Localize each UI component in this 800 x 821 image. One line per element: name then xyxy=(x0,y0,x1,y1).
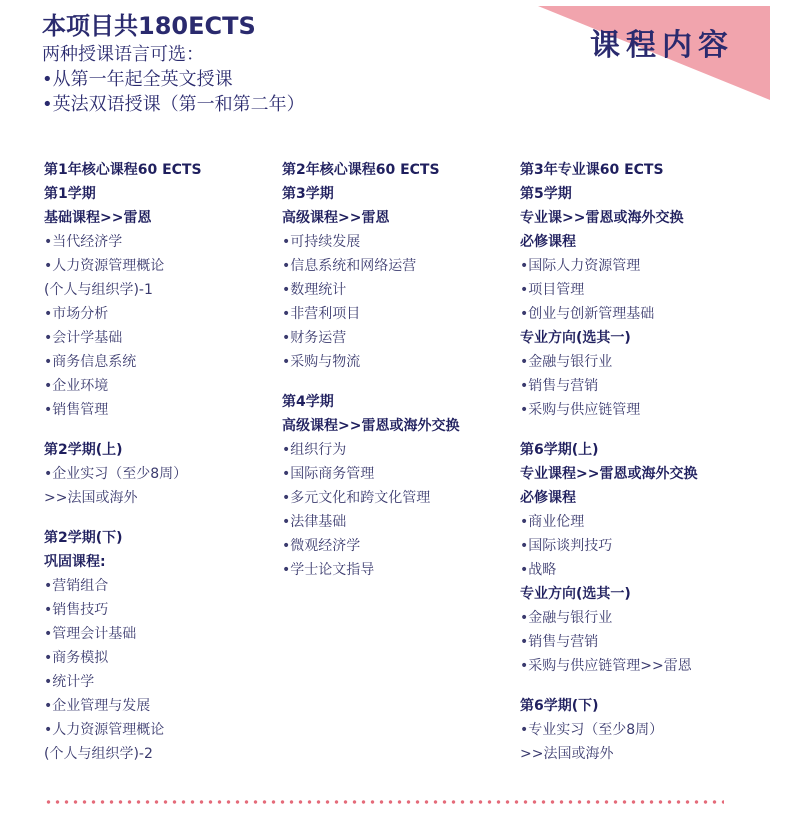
course-item: •采购与物流 xyxy=(282,354,361,370)
course-item: •人力资源管理概论 xyxy=(44,722,165,738)
course-item: •企业管理与发展 xyxy=(44,698,151,714)
course-item: •企业实习（至少8周） xyxy=(44,466,188,482)
course-item: •金融与银行业 xyxy=(520,354,613,370)
dotted-divider xyxy=(44,800,724,804)
course-type-heading: 高级课程>>雷恩 xyxy=(282,210,390,226)
course-item: •财务运营 xyxy=(282,330,347,346)
course-item: •信息系统和网络运营 xyxy=(282,258,417,274)
course-item: >>法国或海外 xyxy=(44,490,138,506)
required-heading: 必修课程 xyxy=(520,490,576,506)
course-item: •学士论文指导 xyxy=(282,562,375,578)
year-heading: 第2年核心课程60 ECTS xyxy=(282,162,440,178)
course-item: •营销组合 xyxy=(44,578,109,594)
course-item: •创业与创新管理基础 xyxy=(520,306,655,322)
course-item: •管理会计基础 xyxy=(44,626,137,642)
course-type-heading: 专业课>>雷恩或海外交换 xyxy=(520,210,684,226)
year-heading: 第3年专业课60 ECTS xyxy=(520,162,664,178)
semester-heading: 第2学期(上) xyxy=(44,442,123,458)
year1-column xyxy=(44,158,284,766)
course-item: •国际商务管理 xyxy=(282,466,375,482)
course-item: •销售技巧 xyxy=(44,602,109,618)
course-item: •会计学基础 xyxy=(44,330,123,346)
year2-column xyxy=(282,158,522,582)
semester-heading: 第1学期 xyxy=(44,186,96,202)
course-item: •组织行为 xyxy=(282,442,347,458)
course-item: •商务信息系统 xyxy=(44,354,137,370)
course-item: (个人与组织学)-1 xyxy=(44,282,153,298)
course-item: •销售与营销 xyxy=(520,634,599,650)
course-item: •法律基础 xyxy=(282,514,347,530)
course-item: •企业环境 xyxy=(44,378,109,394)
course-item: •可持续发展 xyxy=(282,234,361,250)
required-heading: 必修课程 xyxy=(520,234,576,250)
course-item: •采购与供应链管理 xyxy=(520,402,641,418)
specialization-heading: 专业方向(选其一) xyxy=(520,330,631,346)
course-item: •商业伦理 xyxy=(520,514,585,530)
course-item: •战略 xyxy=(520,562,557,578)
course-item: •非营利项目 xyxy=(282,306,361,322)
semester-heading: 第6学期(下) xyxy=(520,698,599,714)
course-item: •数理统计 xyxy=(282,282,347,298)
year3-column xyxy=(520,158,760,766)
intro-block xyxy=(42,42,305,117)
page-title: 本项目共180ECTS xyxy=(42,12,256,40)
course-item: •专业实习（至少8周） xyxy=(520,722,664,738)
course-item: (个人与组织学)-2 xyxy=(44,746,153,762)
intro-line: •英法双语授课（第一和第二年） xyxy=(42,94,305,115)
semester-heading: 第4学期 xyxy=(282,394,334,410)
course-item: •项目管理 xyxy=(520,282,585,298)
course-item: •微观经济学 xyxy=(282,538,361,554)
semester-heading: 第2学期(下) xyxy=(44,530,123,546)
year-heading: 第1年核心课程60 ECTS xyxy=(44,162,202,178)
course-type-heading: 专业课程>>雷恩或海外交换 xyxy=(520,466,698,482)
course-item: •采购与供应链管理>>雷恩 xyxy=(520,658,692,674)
section-title: 课程内容 xyxy=(590,29,734,62)
course-item: •商务模拟 xyxy=(44,650,109,666)
course-item: •当代经济学 xyxy=(44,234,123,250)
course-item: •金融与银行业 xyxy=(520,610,613,626)
course-item: •销售与营销 xyxy=(520,378,599,394)
course-item: •市场分析 xyxy=(44,306,109,322)
course-item: •销售管理 xyxy=(44,402,109,418)
semester-heading: 第6学期(上) xyxy=(520,442,599,458)
course-type-heading: 高级课程>>雷恩或海外交换 xyxy=(282,418,460,434)
course-type-heading: 巩固课程: xyxy=(44,554,106,570)
course-item: •人力资源管理概论 xyxy=(44,258,165,274)
specialization-heading: 专业方向(选其一) xyxy=(520,586,631,602)
course-item: •国际人力资源管理 xyxy=(520,258,641,274)
course-item: •国际谈判技巧 xyxy=(520,538,613,554)
course-item: >>法国或海外 xyxy=(520,746,614,762)
course-type-heading: 基础课程>>雷恩 xyxy=(44,210,152,226)
semester-heading: 第5学期 xyxy=(520,186,572,202)
intro-line: •从第一年起全英文授课 xyxy=(42,69,233,90)
semester-heading: 第3学期 xyxy=(282,186,334,202)
intro-line: 两种授课语言可选： xyxy=(42,44,204,65)
course-item: •统计学 xyxy=(44,674,95,690)
course-item: •多元文化和跨文化管理 xyxy=(282,490,431,506)
